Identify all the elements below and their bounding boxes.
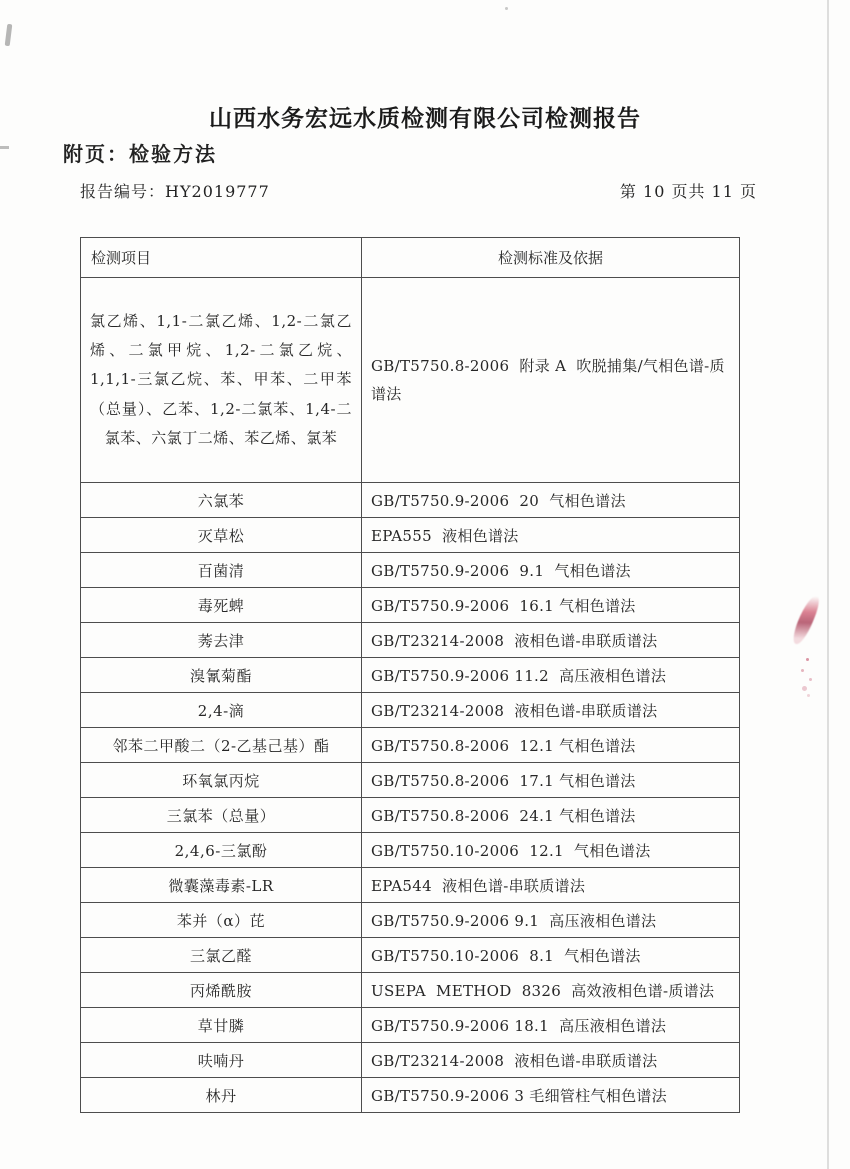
standard-cell: GB/T5750.9-2006 20 气相色谱法: [362, 483, 740, 518]
standard-cell: USEPA METHOD 8326 高效液相色谱-质谱法: [362, 973, 740, 1008]
table-row: [81, 483, 740, 518]
report-number: [80, 179, 270, 202]
table-row: [81, 693, 740, 728]
table-row: [81, 553, 740, 588]
standard-cell: GB/T5750.9-2006 3 毛细管柱气相色谱法: [362, 1078, 740, 1113]
table-row: [81, 588, 740, 623]
item-cell: 2,4,6-三氯酚: [81, 833, 362, 868]
table-row: [81, 1008, 740, 1043]
item-cell: 灭草松: [81, 518, 362, 553]
standard-cell: GB/T5750.10-2006 8.1 气相色谱法: [362, 938, 740, 973]
table-header-item: 检测项目: [81, 238, 362, 278]
item-cell: 六氯苯: [81, 483, 362, 518]
page-title: 山西水务宏远水质检测有限公司检测报告: [209, 105, 641, 132]
methods-table: [80, 237, 740, 1113]
table-row: [81, 623, 740, 658]
standard-cell: GB/T5750.8-2006 12.1 气相色谱法: [362, 728, 740, 763]
item-cell: 邻苯二甲酸二（2-乙基己基）酯: [81, 728, 362, 763]
table-header-row: [81, 238, 740, 278]
item-cell: 氯乙烯、1,1-二氯乙烯、1,2-二氯乙烯、二氯甲烷、1,2-二氯乙烷、1,1,1-三氯乙烷、苯、甲苯、二甲苯（总量）、乙苯、1,2-二氯苯、1,4-二氯苯、六氯丁二烯、苯乙烯、氯苯: [81, 278, 362, 483]
standard-cell: GB/T5750.9-2006 11.2 高压液相色谱法: [362, 658, 740, 693]
methods-table-body: [81, 278, 740, 1113]
red-stamp-ink-specks: [806, 658, 809, 661]
standard-cell: GB/T5750.9-2006 18.1 高压液相色谱法: [362, 1008, 740, 1043]
table-row: [81, 1043, 740, 1078]
item-cell: 苯并（α）芘: [81, 903, 362, 938]
standard-cell: GB/T23214-2008 液相色谱-串联质谱法: [362, 693, 740, 728]
standard-cell: GB/T5750.8-2006 17.1 气相色谱法: [362, 763, 740, 798]
table-row: [81, 798, 740, 833]
standard-cell: GB/T5750.9-2006 16.1 气相色谱法: [362, 588, 740, 623]
standard-cell: GB/T5750.10-2006 12.1 气相色谱法: [362, 833, 740, 868]
corner-scan-mark: [5, 24, 13, 46]
scanner-edge-line: [827, 0, 829, 1169]
standard-cell: EPA544 液相色谱-串联质谱法: [362, 868, 740, 903]
appendix-label: 附页：检验方法: [63, 142, 217, 166]
report-number-value: HY2019777: [165, 182, 270, 201]
left-edge-dash-mark: [0, 146, 9, 149]
standard-cell: GB/T5750.9-2006 9.1 气相色谱法: [362, 553, 740, 588]
standard-cell: GB/T5750.8-2006 附录 A 吹脱捕集/气相色谱-质谱法: [362, 278, 740, 483]
table-row: [81, 903, 740, 938]
table-row: [81, 763, 740, 798]
table-row: [81, 973, 740, 1008]
item-cell: 呋喃丹: [81, 1043, 362, 1078]
item-cell: 草甘膦: [81, 1008, 362, 1043]
table-row: [81, 1078, 740, 1113]
item-cell: 2,4-滴: [81, 693, 362, 728]
table-row: [81, 518, 740, 553]
item-cell: 三氯苯（总量）: [81, 798, 362, 833]
table-row: [81, 728, 740, 763]
scan-dust-speck: [505, 7, 508, 10]
standard-cell: GB/T5750.8-2006 24.1 气相色谱法: [362, 798, 740, 833]
table-row: [81, 868, 740, 903]
table-row: [81, 938, 740, 973]
red-stamp-ink-smudge: [790, 593, 822, 646]
standard-cell: GB/T23214-2008 液相色谱-串联质谱法: [362, 1043, 740, 1078]
item-cell: 环氧氯丙烷: [81, 763, 362, 798]
item-cell: 丙烯酰胺: [81, 973, 362, 1008]
item-cell: 林丹: [81, 1078, 362, 1113]
table-row: [81, 278, 740, 483]
page-indicator: 第 10 页共 11 页: [619, 182, 757, 201]
report-number-label: 报告编号：: [80, 182, 166, 201]
item-cell: 三氯乙醛: [81, 938, 362, 973]
item-cell: 莠去津: [81, 623, 362, 658]
item-cell: 百菌清: [81, 553, 362, 588]
standard-cell: EPA555 液相色谱法: [362, 518, 740, 553]
table-row: [81, 833, 740, 868]
table-header-standard: 检测标准及依据: [362, 238, 740, 278]
item-cell: 微囊藻毒素-LR: [81, 868, 362, 903]
table-row: [81, 658, 740, 693]
item-cell: 毒死蜱: [81, 588, 362, 623]
item-cell: 溴氰菊酯: [81, 658, 362, 693]
standard-cell: GB/T5750.9-2006 9.1 高压液相色谱法: [362, 903, 740, 938]
standard-cell: GB/T23214-2008 液相色谱-串联质谱法: [362, 623, 740, 658]
